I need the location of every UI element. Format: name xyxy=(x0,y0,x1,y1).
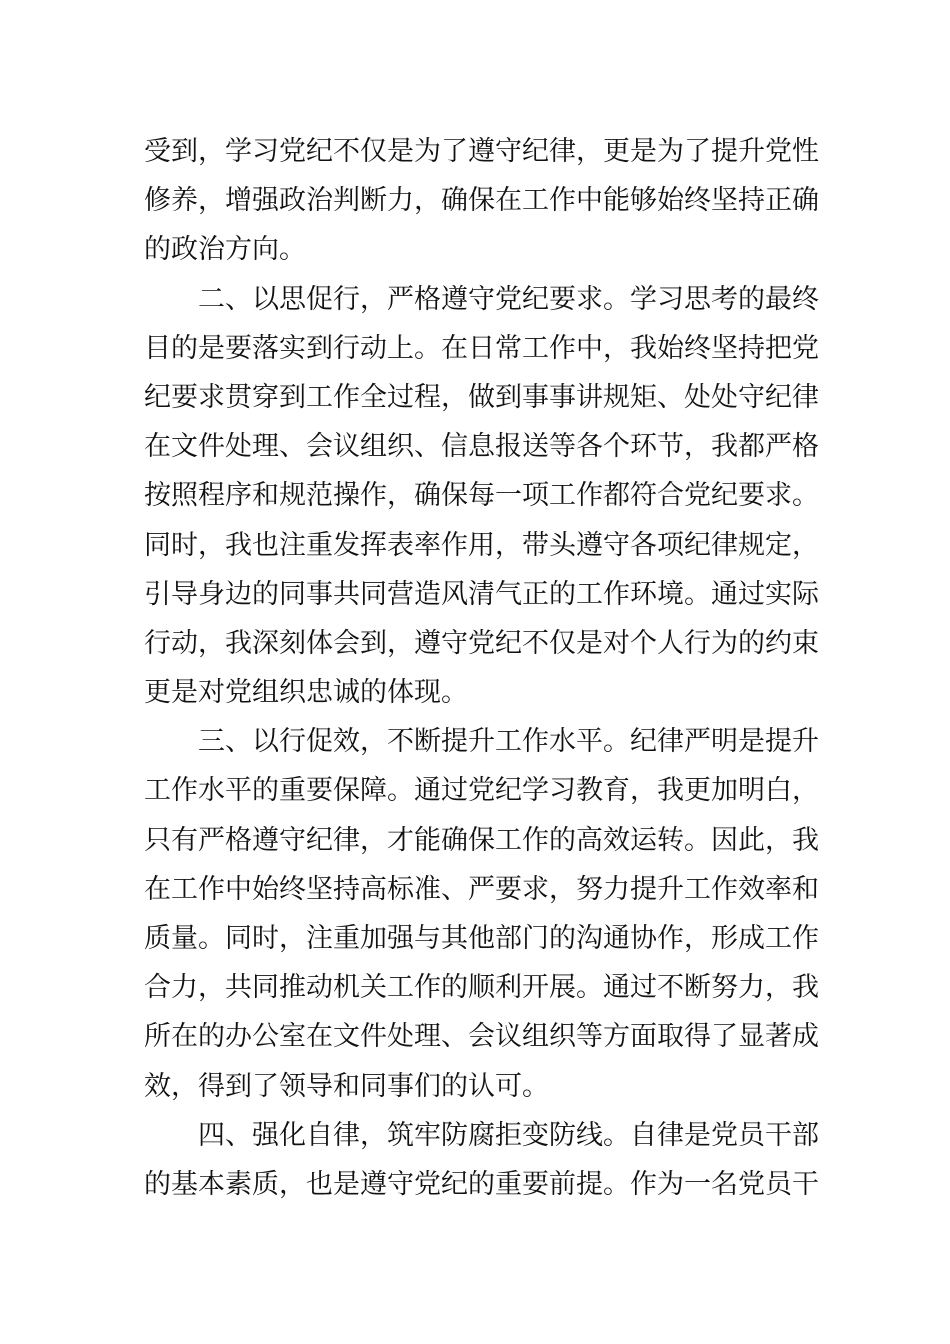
text-line: 引导身边的同事共同营造风清气正的工作环境。通过实际 xyxy=(144,578,819,610)
text-line: 工作水平的重要保障。通过党纪学习教育，我更加明白， xyxy=(144,775,819,807)
text-line: 行动，我深刻体会到，遵守党纪不仅是对个人行为的约束 xyxy=(144,627,819,659)
section-heading-line: 四、强化自律，筑牢防腐拒变防线。自律是党员干部 xyxy=(198,1119,819,1151)
text-line: 合力，共同推动机关工作的顺利开展。通过不断努力，我 xyxy=(144,972,819,1004)
text-line: 受到，学习党纪不仅是为了遵守纪律，更是为了提升党性 xyxy=(144,136,819,167)
body-text xyxy=(144,127,819,1209)
text-line: 所在的办公室在文件处理、会议组织等方面取得了显著成 xyxy=(144,1021,819,1053)
text-line: 质量。同时，注重加强与其他部门的沟通协作，形成工作 xyxy=(144,923,819,954)
text-line: 目的是要落实到行动上。在日常工作中，我始终坚持把党 xyxy=(144,332,819,364)
text-line: 修养，增强政治判断力，确保在工作中能够始终坚持正确 xyxy=(144,185,819,217)
text-line: 在工作中始终坚持高标准、严要求，努力提升工作效率和 xyxy=(144,873,819,905)
text-line: 更是对党组织忠诚的体现。 xyxy=(144,677,468,709)
text-line: 纪要求贯穿到工作全过程，做到事事讲规矩、处处守纪律 xyxy=(144,381,819,413)
text-line: 同时，我也注重发挥表率作用，带头遵守各项纪律规定， xyxy=(144,529,819,561)
section-heading-line: 二、以思促行，严格遵守党纪要求。学习思考的最终 xyxy=(198,283,819,315)
text-line: 按照程序和规范操作，确保每一项工作都符合党纪要求。 xyxy=(144,480,819,512)
text-line: 效，得到了领导和同事们的认可。 xyxy=(144,1070,549,1102)
text-line: 只有严格遵守纪律，才能确保工作的高效运转。因此，我 xyxy=(144,824,819,856)
text-line: 在文件处理、会议组织、信息报送等各个环节，我都严格 xyxy=(144,431,819,463)
section-heading-line: 三、以行促效，不断提升工作水平。纪律严明是提升 xyxy=(198,726,819,758)
text-line: 的政治方向。 xyxy=(144,234,306,266)
text-line: 的基本素质，也是遵守党纪的重要前提。作为一名党员干 xyxy=(144,1168,819,1200)
